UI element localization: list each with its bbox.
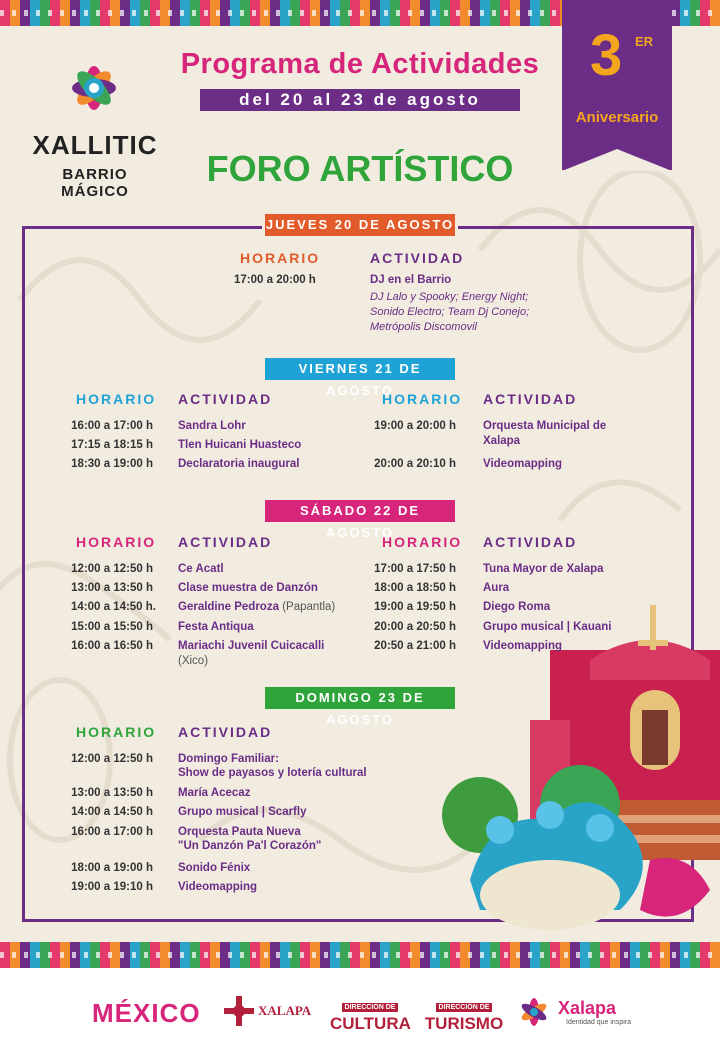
sat-time: 17:00 a 17:50 h xyxy=(374,563,456,575)
day-header-thursday: JUEVES 20 DE AGOSTO xyxy=(265,214,455,236)
xalapa-tagline: Identidad que inspira xyxy=(566,1019,631,1026)
date-range-bar: del 20 al 23 de agosto xyxy=(200,89,520,111)
turismo-text: TURISMO xyxy=(424,1014,504,1033)
direccion-turismo-logo xyxy=(422,996,506,1034)
sun-activity: Videomapping xyxy=(178,881,258,893)
sat-activity: Mariachi Juvenil Cuicacalli xyxy=(178,640,325,652)
xalapa-seal-icon xyxy=(222,994,256,1028)
turismo-top: DIRECCIÓN DE xyxy=(436,1003,493,1012)
thu-activity: DJ en el Barrio xyxy=(370,274,452,286)
sat-time: 20:00 a 20:50 h xyxy=(374,621,456,633)
sat-activity xyxy=(178,601,335,613)
sat-activity: Ce Acatl xyxy=(178,563,224,575)
page-title: Programa de Actividades xyxy=(180,48,540,80)
sun-activity-line2: "Un Danzón Pa'l Corazón" xyxy=(178,840,322,852)
thu-actividad-header: ACTIVIDAD xyxy=(370,250,465,266)
fri-horario-header-left: HORARIO xyxy=(76,391,157,407)
sat-activity-name: Geraldine Pedroza xyxy=(178,601,279,613)
logo-subtitle: BARRIO MÁGICO xyxy=(61,166,129,200)
fri-actividad-header-right: ACTIVIDAD xyxy=(483,391,578,407)
sat-time: 12:00 a 12:50 h xyxy=(71,563,153,575)
fri-time: 18:30 a 19:00 h xyxy=(71,458,153,470)
sat-activity-origin: (Papantla) xyxy=(282,601,336,613)
anniversary-superscript: ER xyxy=(635,34,654,49)
cultura-text: CULTURA xyxy=(330,1014,411,1033)
sat-time: 14:00 a 14:50 h. xyxy=(70,601,156,613)
sun-activity: María Acecaz xyxy=(178,787,251,799)
logo-name: XALLITIC xyxy=(32,130,158,160)
sat-time: 18:00 a 18:50 h xyxy=(374,582,456,594)
sat-actividad-header-left: ACTIVIDAD xyxy=(178,534,273,550)
xalapa-logo-text: Xalapa xyxy=(558,998,617,1018)
sat-activity: Clase muestra de Danzón xyxy=(178,582,318,594)
fri-time: 19:00 a 20:00 h xyxy=(374,420,456,432)
xalapa-flower-icon xyxy=(514,992,554,1032)
direccion-cultura-logo xyxy=(330,996,410,1034)
fri-activity: Declaratoria inaugural xyxy=(178,458,300,470)
xalapa-seal-text: XALAPA xyxy=(258,1003,312,1018)
cultura-top: DIRECCIÓN DE xyxy=(342,1003,399,1012)
thu-horario-header: HORARIO xyxy=(240,250,321,266)
sun-time: 13:00 a 13:50 h xyxy=(71,787,153,799)
fri-activity: Tlen Huicani Huasteco xyxy=(178,439,302,451)
sun-activity: Domingo Familiar: xyxy=(178,753,279,765)
sat-activity-origin: (Xico) xyxy=(178,655,209,667)
church-illustration xyxy=(440,600,720,930)
sun-activity: Orquesta Pauta Nueva xyxy=(178,826,301,838)
sat-actividad-header-right: ACTIVIDAD xyxy=(483,534,578,550)
section-title: FORO ARTÍSTICO xyxy=(206,148,514,189)
sun-time: 14:00 a 14:50 h xyxy=(71,806,153,818)
sat-time: 15:00 a 15:50 h xyxy=(71,621,153,633)
mexico-logo: MÉXICO xyxy=(92,998,201,1028)
sat-activity: Tuna Mayor de Xalapa xyxy=(483,563,604,575)
xallitic-flower-logo xyxy=(58,52,130,124)
sat-time: 13:00 a 13:50 h xyxy=(71,582,153,594)
fri-horario-header-right: HORARIO xyxy=(382,391,463,407)
sun-time: 19:00 a 19:10 h xyxy=(71,881,153,893)
anniversary-number: 3 xyxy=(590,23,623,88)
sat-activity: Grupo musical | Kauani xyxy=(483,621,612,633)
sat-activity: Videomapping xyxy=(483,640,563,652)
sat-time: 20:50 a 21:00 h xyxy=(374,640,456,652)
sat-horario-header-right: HORARIO xyxy=(382,534,463,550)
sun-time: 18:00 a 19:00 h xyxy=(71,862,153,874)
bottom-stripe xyxy=(0,942,720,968)
day-header-sunday: DOMINGO 23 DE AGOSTO xyxy=(265,687,455,709)
sun-activity: Sonido Fénix xyxy=(178,862,251,874)
fri-activity: Videomapping xyxy=(483,458,563,470)
fri-activity-line2: Xalapa xyxy=(483,435,521,447)
thu-activity-detail-3: Metrópolis Discomovil xyxy=(370,321,477,333)
thu-activity-detail-2: Sonido Electro; Team Dj Conejo; xyxy=(370,306,530,318)
fri-activity: Orquesta Municipal de xyxy=(483,420,607,432)
fri-time: 17:15 a 18:15 h xyxy=(71,439,153,451)
sat-activity: Festa Antiqua xyxy=(178,621,254,633)
thu-time: 17:00 a 20:00 h xyxy=(234,274,316,286)
sun-activity: Grupo musical | Scarfly xyxy=(178,806,307,818)
thu-activity-detail-1: DJ Lalo y Spooky; Energy Night; xyxy=(370,291,529,303)
sun-time: 12:00 a 12:50 h xyxy=(71,753,153,765)
fri-actividad-header-left: ACTIVIDAD xyxy=(178,391,273,407)
day-header-saturday: SÁBADO 22 DE AGOSTO xyxy=(265,500,455,522)
sun-actividad-header: ACTIVIDAD xyxy=(178,724,273,740)
sun-horario-header: HORARIO xyxy=(76,724,157,740)
anniversary-label: Aniversario xyxy=(575,109,659,126)
sat-activity: Diego Roma xyxy=(483,601,551,613)
fri-time: 16:00 a 17:00 h xyxy=(71,420,153,432)
fri-time: 20:00 a 20:10 h xyxy=(374,458,456,470)
sun-activity-line2: Show de payasos y lotería cultural xyxy=(178,767,367,779)
sun-time: 16:00 a 17:00 h xyxy=(71,826,153,838)
sat-horario-header-left: HORARIO xyxy=(76,534,157,550)
sat-time: 19:00 a 19:50 h xyxy=(374,601,456,613)
fri-activity: Sandra Lohr xyxy=(178,420,246,432)
day-header-friday: VIERNES 21 DE AGOSTO xyxy=(265,358,455,380)
sat-activity: Aura xyxy=(483,582,510,594)
sat-time: 16:00 a 16:50 h xyxy=(71,640,153,652)
